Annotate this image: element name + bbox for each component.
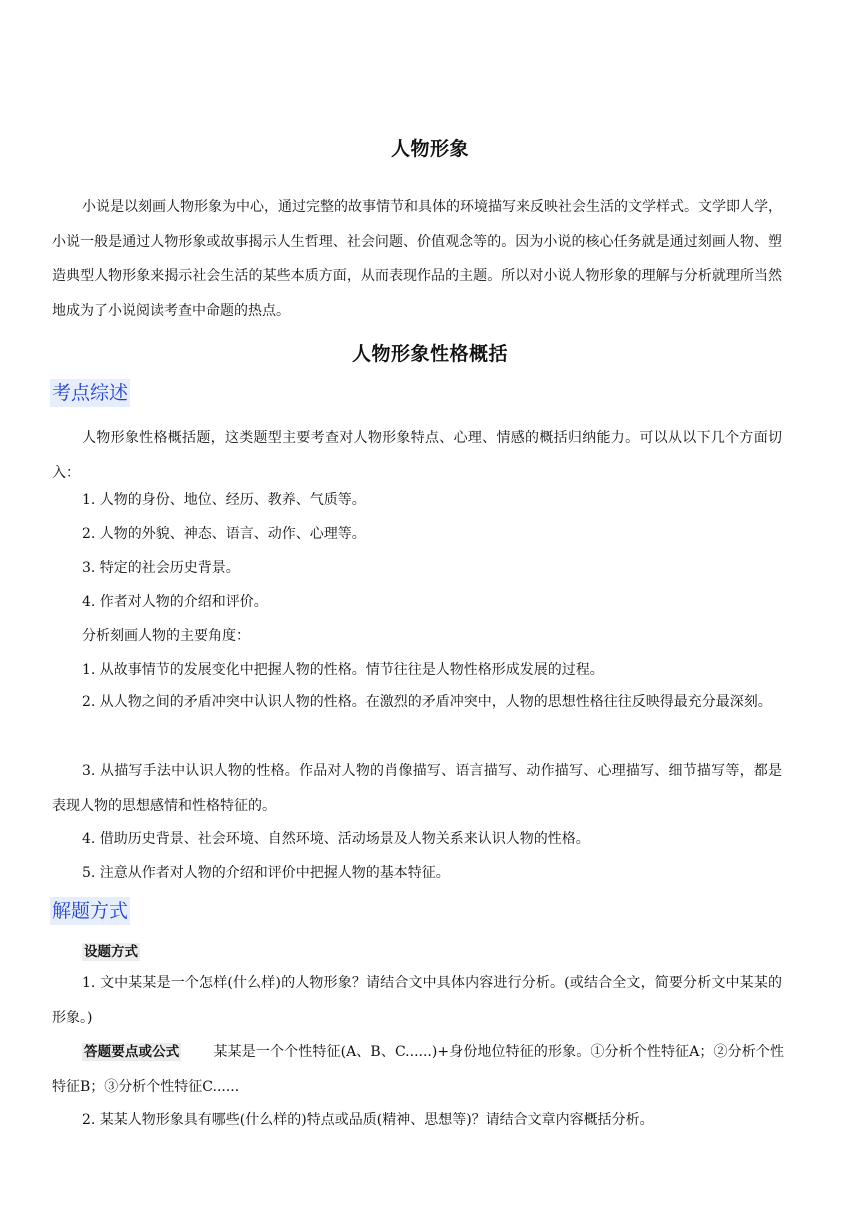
list-item: 1. 人物的身份、地位、经历、教养、气质等。 [82,492,366,508]
angle-item: 5. 注意从作者对人物的介绍和评价中把握人物的基本特征。 [82,865,450,881]
intro-paragraph: 小说是以刻画人物形象为中心，通过完整的故事情节和具体的环境描写来反映社会生活的文学样式。文学即人学，小说一般是通过人物形象或故事揭示人生哲理、社会问题、价值观念等的。因为小说的核心任务就是通过刻画人物、塑造典型人物形象来揭示社会生活的某些本质方面，从而表现作品的主题。所以对小说人物形象的理解与分析就理所当然地成为了小说阅读考查中命题的热点。 [52,199,782,319]
list-item: 3. 特定的社会历史背景。 [82,560,240,576]
answer-formula-text: 某某是一个个性特征(A、B、C......)+身份地位特征的形象。①分析个性特征A；②分析个性特征B；③分析个性特征C...... [52,1044,785,1095]
set-question-label-text: 设题方式 [84,944,138,960]
set-question-label [82,942,140,962]
overview-paragraph: 人物形象性格概括题，这类题型主要考查对人物形象特点、心理、情感的概括归纳能力。可以从以下几个方面切入： [52,430,782,481]
angle-item: 4. 借助历史背景、社会环境、自然环境、活动场景及人物关系来认识人物的性格。 [82,831,590,847]
angle-item: 2. 从人物之间的矛盾冲突中认识人物的性格。在激烈的矛盾冲突中，人物的思想性格往往反映得最充分最深刻。 [82,694,772,710]
list-item: 2. 人物的外貌、神态、语言、动作、心理等。 [82,526,366,542]
question-item: 2. 某某人物形象具有哪些(什么样的)特点或品质(精神、思想等)？请结合文章内容概括分析。 [82,1112,654,1128]
angle-item: 1. 从故事情节的发展变化中把握人物的性格。情节往往是人物性格形成发展的过程。 [82,662,604,678]
angle-item: 3. 从描写手法中认识人物的性格。作品对人物的肖像描写、语言描写、动作描写、心理描写、细节描写等，都是表现人物的思想感情和性格特征的。 [52,763,782,814]
list-item: 4. 作者对人物的介绍和评价。 [82,594,268,610]
question-item: 1. 文中某某是一个怎样(什么样)的人物形象？请结合文中具体内容进行分析。(或结合全文，简要分析文中某某的形象。) [52,975,782,1026]
angles-label: 分析刻画人物的主要角度： [82,628,250,644]
answer-formula-label: 答题要点或公式 [84,1044,180,1060]
answer-formula [52,1035,784,1104]
section-heading-method: 解题方式 [50,897,130,925]
sub-title: 人物形象性格概括 [351,343,508,365]
section-heading-overview: 考点综述 [50,379,130,407]
main-title: 人物形象 [390,138,469,160]
